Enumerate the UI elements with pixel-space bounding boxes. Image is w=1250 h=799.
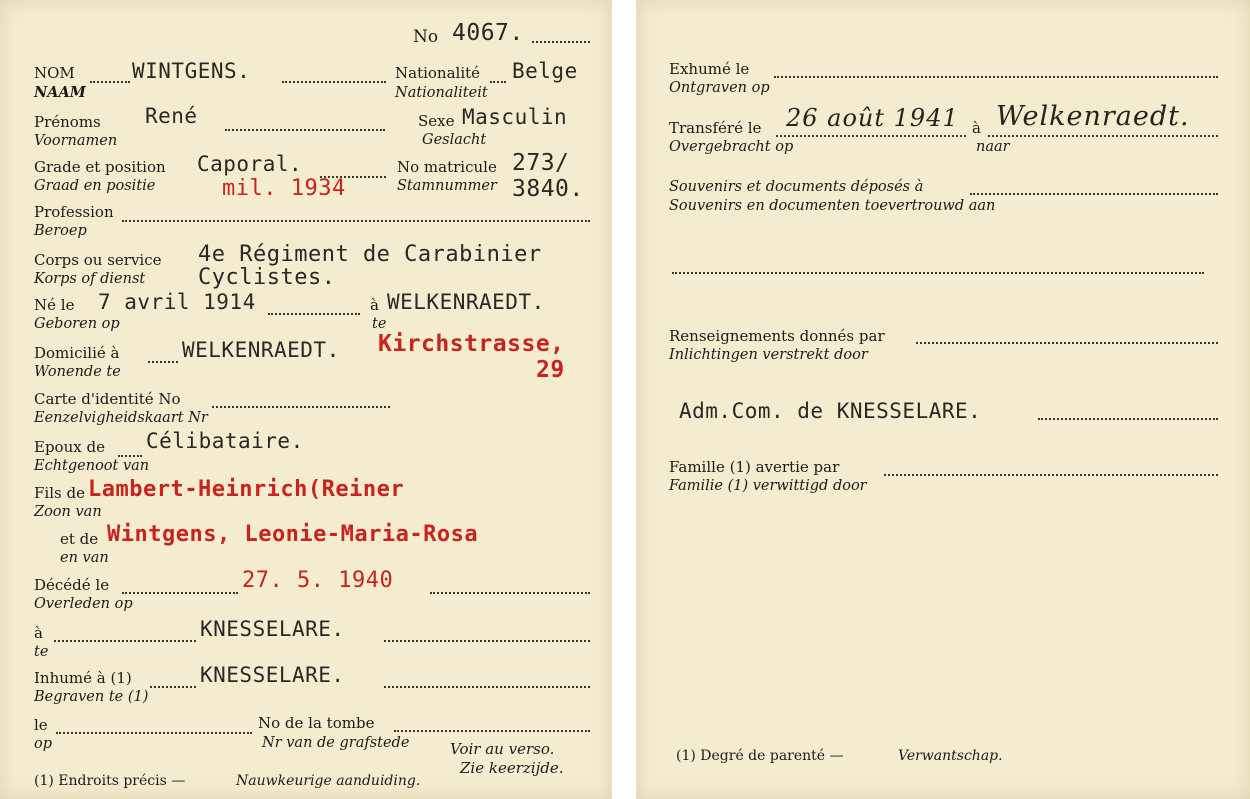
fils-label-nl: Zoon van bbox=[34, 504, 102, 520]
transfere-a-label: à bbox=[972, 119, 981, 137]
carte-label: Carte d'identité No bbox=[34, 390, 181, 408]
dotted-line bbox=[988, 135, 1218, 137]
famille-label-nl: Familie (1) verwittigd door bbox=[669, 478, 867, 494]
death-date-value: 27. 5. 1940 bbox=[242, 568, 394, 593]
street-value: Kirchstrasse, bbox=[378, 331, 565, 357]
fils-label: Fils de bbox=[34, 484, 85, 502]
te-label: te bbox=[34, 644, 49, 660]
zie-keerzijde-label: Zie keerzijde. bbox=[460, 759, 564, 777]
record-number: 4067. bbox=[452, 20, 524, 46]
corps-label-nl: Korps of dienst bbox=[34, 271, 146, 287]
profession-label: Profession bbox=[34, 203, 114, 221]
ne-label-nl: Geboren op bbox=[34, 316, 120, 332]
footnote-fr: (1) Endroits précis — bbox=[34, 773, 186, 789]
dotted-line bbox=[384, 640, 590, 642]
renseignements-label: Renseignements donnés par bbox=[669, 327, 885, 345]
dotted-line bbox=[122, 220, 590, 222]
grade-label: Grade et position bbox=[34, 158, 166, 176]
nationalite-label-nl: Nationaliteit bbox=[395, 85, 488, 101]
dotted-line bbox=[320, 176, 386, 178]
op-label: op bbox=[34, 736, 53, 752]
dotted-line bbox=[384, 686, 590, 688]
matricule-value-1: 273/ bbox=[512, 150, 570, 176]
exhume-label: Exhumé le bbox=[669, 60, 750, 78]
transfer-date-value: 26 août 1941 bbox=[786, 104, 959, 132]
transfere-naar-label: naar bbox=[976, 139, 1010, 155]
corps-label: Corps ou service bbox=[34, 251, 162, 269]
voir-verso-label: Voir au verso. bbox=[450, 740, 555, 758]
renseignements-label-nl: Inlichtingen verstrekt door bbox=[669, 347, 868, 363]
souvenirs-label-nl: Souvenirs en documenten toevertrouwd aan bbox=[669, 198, 996, 214]
surname-value: WINTGENS. bbox=[132, 59, 251, 83]
death-place-value: KNESSELARE. bbox=[200, 617, 345, 641]
left-record-card bbox=[0, 0, 612, 799]
grade-year-value: mil. 1934 bbox=[222, 176, 346, 201]
exhume-label-nl: Ontgraven op bbox=[669, 80, 770, 96]
dotted-line bbox=[884, 474, 1218, 476]
dotted-line bbox=[148, 361, 178, 363]
footnote-fr: (1) Degré de parenté — bbox=[676, 748, 844, 764]
dotted-line bbox=[56, 732, 252, 734]
inhume-label: Inhumé à (1) bbox=[34, 669, 132, 687]
matricule-label: No matricule bbox=[397, 158, 497, 176]
spouse-value: Célibataire. bbox=[146, 429, 304, 453]
epoux-label: Epoux de bbox=[34, 438, 105, 456]
corps-value-2: Cyclistes. bbox=[198, 265, 336, 290]
dotted-line bbox=[282, 81, 386, 83]
renseignements-value: Adm.Com. de KNESSELARE. bbox=[679, 399, 982, 423]
footnote-nl: Verwantschap. bbox=[898, 748, 1003, 764]
epoux-label-nl: Echtgenoot van bbox=[34, 458, 150, 474]
en-van-label: en van bbox=[60, 550, 109, 566]
birth-date-value: 7 avril 1914 bbox=[98, 290, 256, 314]
dotted-line bbox=[118, 455, 142, 457]
grade-label-nl: Graad en positie bbox=[34, 178, 156, 194]
transfere-label-nl: Overgebracht op bbox=[669, 139, 794, 155]
souvenirs-label: Souvenirs et documents déposés à bbox=[669, 179, 924, 195]
le-label: le bbox=[34, 716, 48, 734]
inhume-label-nl: Begraven te (1) bbox=[34, 689, 149, 705]
nom-label: NOM bbox=[34, 64, 75, 82]
dotted-line bbox=[268, 313, 360, 315]
house-number-value: 29 bbox=[536, 357, 565, 383]
sex-value: Masculin bbox=[462, 105, 568, 129]
corps-value-1: 4e Régiment de Carabinier bbox=[198, 242, 542, 267]
decede-label: Décédé le bbox=[34, 576, 110, 594]
birth-place-value: WELKENRAEDT. bbox=[387, 290, 545, 314]
right-record-card bbox=[636, 0, 1250, 799]
tombe-label-nl: Nr van de grafstede bbox=[262, 735, 410, 751]
dotted-line bbox=[490, 81, 506, 83]
et-de-label: et de bbox=[60, 530, 99, 548]
a-label: à bbox=[34, 624, 43, 642]
dotted-line bbox=[430, 592, 590, 594]
dotted-line bbox=[122, 592, 238, 594]
dotted-line bbox=[54, 640, 196, 642]
transfer-place-value: Welkenraedt. bbox=[996, 101, 1190, 132]
ne-label: Né le bbox=[34, 296, 75, 314]
dotted-line bbox=[672, 272, 1204, 274]
dotted-line bbox=[1038, 418, 1218, 420]
grade-value: Caporal. bbox=[197, 152, 303, 176]
nationality-value: Belge bbox=[512, 59, 578, 83]
domicile-label-nl: Wonende te bbox=[34, 364, 121, 380]
ne-a-label: à bbox=[370, 296, 379, 314]
matricule-value-2: 3840. bbox=[512, 176, 584, 202]
dotted-line bbox=[532, 41, 590, 43]
footnote-nl: Nauwkeurige aanduiding. bbox=[236, 773, 421, 789]
number-label: No bbox=[413, 27, 439, 47]
nationalite-label: Nationalité bbox=[395, 64, 481, 82]
dotted-line bbox=[970, 193, 1218, 195]
sexe-label-nl: Geslacht bbox=[422, 132, 487, 148]
dotted-line bbox=[774, 76, 1218, 78]
ne-te-label: te bbox=[372, 316, 387, 332]
mother-value: Wintgens, Leonie-Maria-Rosa bbox=[107, 522, 479, 547]
dotted-line bbox=[150, 686, 196, 688]
carte-label-nl: Eenzelvigheidskaart Nr bbox=[34, 410, 208, 426]
dotted-line bbox=[776, 135, 966, 137]
prenoms-label-nl: Voornamen bbox=[34, 133, 118, 149]
famille-label: Famille (1) avertie par bbox=[669, 458, 840, 476]
dotted-line bbox=[916, 342, 1218, 344]
tombe-label: No de la tombe bbox=[258, 714, 375, 732]
sexe-label: Sexe bbox=[418, 112, 455, 130]
profession-label-nl: Beroep bbox=[34, 223, 87, 239]
father-value: Lambert-Heinrich(Reiner bbox=[88, 477, 405, 502]
matricule-label-nl: Stamnummer bbox=[397, 178, 497, 194]
domicile-value: WELKENRAEDT. bbox=[182, 338, 340, 362]
dotted-line bbox=[394, 730, 590, 732]
decede-label-nl: Overleden op bbox=[34, 596, 133, 612]
dotted-line bbox=[212, 406, 390, 408]
prenoms-label: Prénoms bbox=[34, 113, 101, 131]
first-name-value: René bbox=[145, 104, 198, 128]
dotted-line bbox=[90, 81, 130, 83]
domicile-label: Domicilié à bbox=[34, 344, 120, 362]
burial-place-value: KNESSELARE. bbox=[200, 663, 345, 687]
nom-label-nl: NAAM bbox=[34, 84, 86, 101]
dotted-line bbox=[225, 129, 385, 131]
transfere-label: Transféré le bbox=[669, 119, 762, 137]
